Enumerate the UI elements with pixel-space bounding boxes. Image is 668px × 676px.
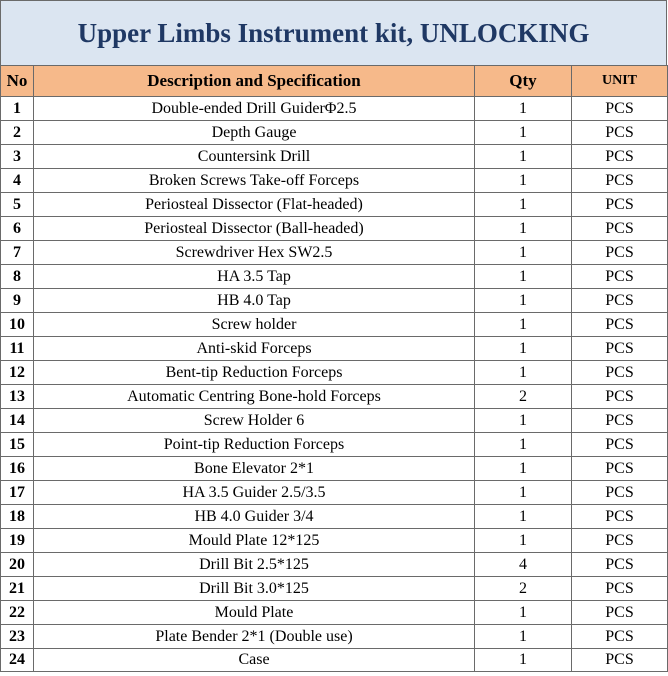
row-number: 21 xyxy=(1,577,34,601)
row-unit: PCS xyxy=(572,529,668,553)
row-qty: 1 xyxy=(475,433,572,457)
table-row xyxy=(1,457,668,481)
row-unit: PCS xyxy=(572,193,668,217)
row-qty: 1 xyxy=(475,193,572,217)
row-qty: 1 xyxy=(475,313,572,337)
table-row xyxy=(1,529,668,553)
table-body xyxy=(1,97,668,672)
row-description: Anti-skid Forceps xyxy=(34,337,475,361)
row-qty: 1 xyxy=(475,241,572,265)
row-description: Mould Plate 12*125 xyxy=(34,529,475,553)
row-number: 22 xyxy=(1,601,34,625)
sheet-title: Upper Limbs Instrument kit, UNLOCKING xyxy=(0,0,667,65)
row-description: Case xyxy=(34,649,475,672)
table-row xyxy=(1,97,668,121)
header-row xyxy=(1,66,668,97)
row-qty: 1 xyxy=(475,601,572,625)
row-number: 24 xyxy=(1,649,34,672)
row-description: Plate Bender 2*1 (Double use) xyxy=(34,625,475,649)
table-row xyxy=(1,265,668,289)
row-description: Broken Screws Take-off Forceps xyxy=(34,169,475,193)
table-row xyxy=(1,289,668,313)
table-row xyxy=(1,433,668,457)
row-unit: PCS xyxy=(572,625,668,649)
row-unit: PCS xyxy=(572,481,668,505)
row-description: Point-tip Reduction Forceps xyxy=(34,433,475,457)
table-row xyxy=(1,121,668,145)
row-number: 14 xyxy=(1,409,34,433)
table-row xyxy=(1,505,668,529)
row-qty: 1 xyxy=(475,361,572,385)
row-qty: 1 xyxy=(475,121,572,145)
row-number: 1 xyxy=(1,97,34,121)
row-description: Periosteal Dissector (Ball-headed) xyxy=(34,217,475,241)
table-row xyxy=(1,217,668,241)
row-qty: 1 xyxy=(475,169,572,193)
row-description: Double-ended Drill GuiderΦ2.5 xyxy=(34,97,475,121)
row-unit: PCS xyxy=(572,505,668,529)
row-qty: 1 xyxy=(475,505,572,529)
row-description: HB 4.0 Tap xyxy=(34,289,475,313)
row-unit: PCS xyxy=(572,577,668,601)
row-description: Bent-tip Reduction Forceps xyxy=(34,361,475,385)
row-number: 19 xyxy=(1,529,34,553)
row-number: 20 xyxy=(1,553,34,577)
header-description: Description and Specification xyxy=(34,66,475,97)
table-row xyxy=(1,169,668,193)
row-number: 12 xyxy=(1,361,34,385)
row-unit: PCS xyxy=(572,313,668,337)
table-row xyxy=(1,385,668,409)
table-row xyxy=(1,577,668,601)
row-unit: PCS xyxy=(572,409,668,433)
table-row xyxy=(1,409,668,433)
table-header xyxy=(1,66,668,97)
row-unit: PCS xyxy=(572,265,668,289)
table-row xyxy=(1,625,668,649)
row-qty: 1 xyxy=(475,625,572,649)
row-description: Drill Bit 3.0*125 xyxy=(34,577,475,601)
row-unit: PCS xyxy=(572,361,668,385)
row-qty: 1 xyxy=(475,337,572,361)
row-qty: 1 xyxy=(475,97,572,121)
row-number: 6 xyxy=(1,217,34,241)
row-description: Depth Gauge xyxy=(34,121,475,145)
row-number: 23 xyxy=(1,625,34,649)
row-unit: PCS xyxy=(572,601,668,625)
table-row xyxy=(1,313,668,337)
row-description: HA 3.5 Tap xyxy=(34,265,475,289)
row-qty: 4 xyxy=(475,553,572,577)
table-row xyxy=(1,601,668,625)
table-row xyxy=(1,193,668,217)
row-number: 3 xyxy=(1,145,34,169)
row-unit: PCS xyxy=(572,241,668,265)
row-unit: PCS xyxy=(572,433,668,457)
row-qty: 1 xyxy=(475,409,572,433)
row-description: Screw holder xyxy=(34,313,475,337)
row-number: 10 xyxy=(1,313,34,337)
row-unit: PCS xyxy=(572,169,668,193)
table-row xyxy=(1,337,668,361)
row-description: HA 3.5 Guider 2.5/3.5 xyxy=(34,481,475,505)
row-description: Drill Bit 2.5*125 xyxy=(34,553,475,577)
row-unit: PCS xyxy=(572,385,668,409)
table-row xyxy=(1,361,668,385)
row-qty: 1 xyxy=(475,289,572,313)
row-unit: PCS xyxy=(572,457,668,481)
header-qty: Qty xyxy=(475,66,572,97)
row-qty: 1 xyxy=(475,217,572,241)
row-number: 5 xyxy=(1,193,34,217)
row-number: 13 xyxy=(1,385,34,409)
row-qty: 1 xyxy=(475,529,572,553)
table-row xyxy=(1,145,668,169)
row-number: 9 xyxy=(1,289,34,313)
row-qty: 1 xyxy=(475,265,572,289)
table-row xyxy=(1,241,668,265)
row-unit: PCS xyxy=(572,121,668,145)
row-description: Mould Plate xyxy=(34,601,475,625)
row-unit: PCS xyxy=(572,553,668,577)
row-number: 17 xyxy=(1,481,34,505)
row-number: 11 xyxy=(1,337,34,361)
row-description: Automatic Centring Bone-hold Forceps xyxy=(34,385,475,409)
row-description: Periosteal Dissector (Flat-headed) xyxy=(34,193,475,217)
row-unit: PCS xyxy=(572,217,668,241)
row-qty: 1 xyxy=(475,481,572,505)
row-description: Bone Elevator 2*1 xyxy=(34,457,475,481)
row-unit: PCS xyxy=(572,289,668,313)
row-number: 7 xyxy=(1,241,34,265)
row-number: 15 xyxy=(1,433,34,457)
row-qty: 2 xyxy=(475,385,572,409)
header-no: No xyxy=(1,66,34,97)
row-unit: PCS xyxy=(572,337,668,361)
row-description: HB 4.0 Guider 3/4 xyxy=(34,505,475,529)
row-description: Screwdriver Hex SW2.5 xyxy=(34,241,475,265)
row-unit: PCS xyxy=(572,649,668,672)
row-number: 16 xyxy=(1,457,34,481)
row-number: 4 xyxy=(1,169,34,193)
row-unit: PCS xyxy=(572,97,668,121)
table-row xyxy=(1,481,668,505)
row-number: 18 xyxy=(1,505,34,529)
table-row xyxy=(1,649,668,672)
row-description: Countersink Drill xyxy=(34,145,475,169)
header-unit: UNIT xyxy=(572,66,668,97)
row-number: 8 xyxy=(1,265,34,289)
row-unit: PCS xyxy=(572,145,668,169)
row-qty: 1 xyxy=(475,145,572,169)
row-qty: 1 xyxy=(475,457,572,481)
instrument-table xyxy=(0,65,668,672)
row-qty: 1 xyxy=(475,649,572,672)
row-number: 2 xyxy=(1,121,34,145)
table-row xyxy=(1,553,668,577)
row-qty: 2 xyxy=(475,577,572,601)
row-description: Screw Holder 6 xyxy=(34,409,475,433)
